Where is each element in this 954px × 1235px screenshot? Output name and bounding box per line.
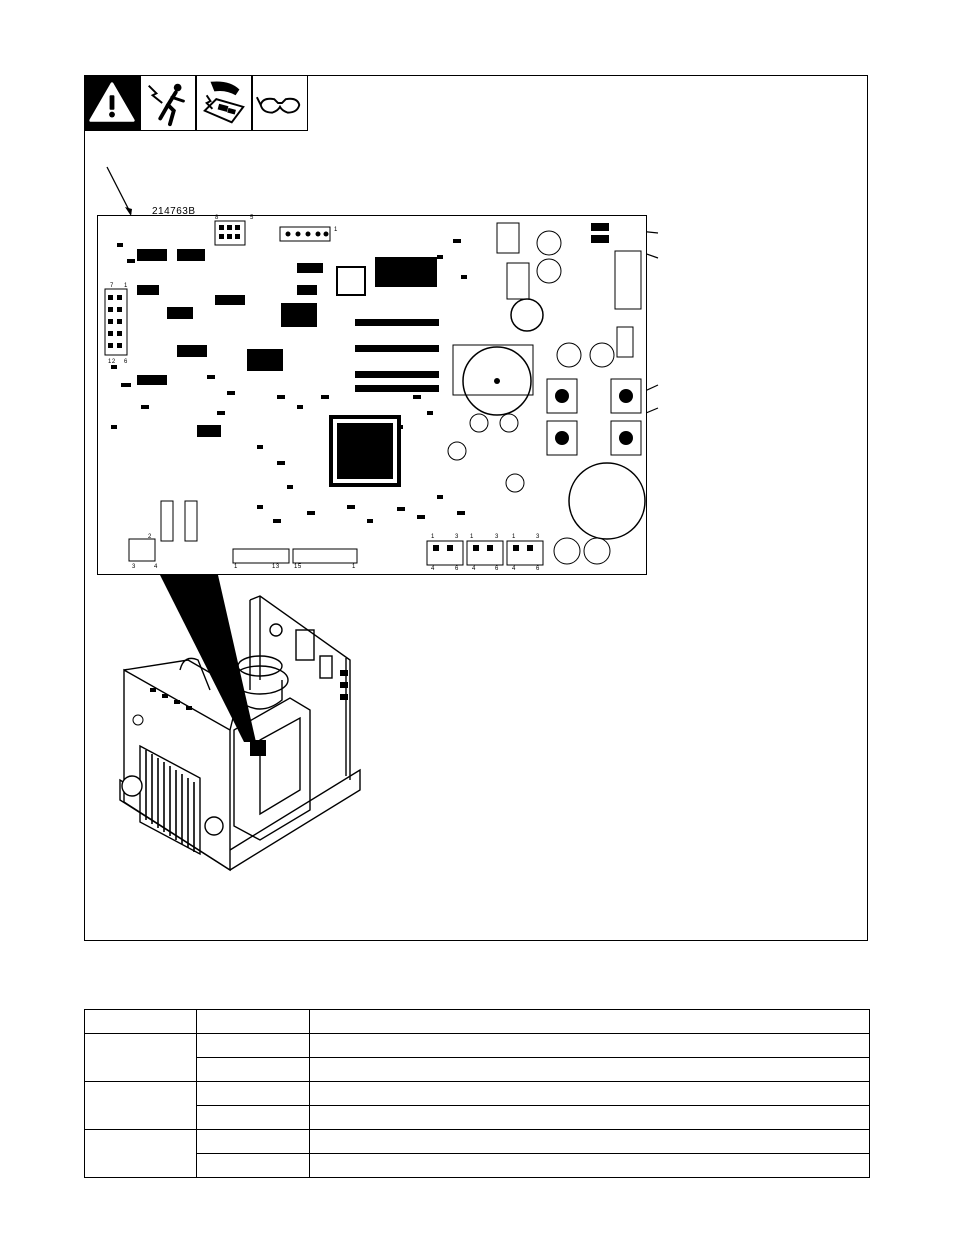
table-row [85,1034,870,1058]
table-row [85,1010,870,1034]
j7-pin-label: 6 [124,359,128,365]
table-cell [197,1010,310,1034]
table-row [85,1106,870,1130]
table-cell [197,1154,310,1178]
board-part-number: 214763B [152,206,196,217]
j1-pin-label: 5 [250,215,254,221]
conn-pin-label: 1 [512,534,516,540]
conn-pin-label: 3 [495,534,499,540]
conn-pin-label: 1 [470,534,474,540]
table-cell [85,1010,197,1034]
j12-pin-label: 15 [294,564,302,570]
table-cell [310,1082,870,1106]
table-cell [310,1034,870,1058]
j1-pin-label: 8 [215,215,219,221]
warning-triangle-icon [84,75,140,131]
j7-pin-label: 12 [108,359,116,365]
j9-pin-label: 1 [234,564,238,570]
conn-pin-label: 4 [512,566,516,572]
j2-label: 2 [148,534,152,540]
conn-pin-label: 6 [455,566,459,572]
conn-pin-label: 3 [455,534,459,540]
conn-pin-label: 4 [472,566,476,572]
table-cell [310,1130,870,1154]
conn-pin-label: 4 [431,566,435,572]
table-cell [197,1058,310,1082]
table-cell [310,1154,870,1178]
j6-pin-label: 3 [132,564,136,570]
conn-pin-label: 6 [536,566,540,572]
table-row [85,1130,870,1154]
table-cell [197,1130,310,1154]
conn-pin-label: 6 [495,566,499,572]
table-cell [197,1106,310,1130]
j12-pin-label: 1 [352,564,356,570]
static-sensitive-icon [196,75,252,131]
control-board-diagram [97,215,647,575]
table-cell [197,1034,310,1058]
table-cell [310,1058,870,1082]
electric-shock-icon [140,75,196,131]
table-row [85,1058,870,1082]
table-cell [310,1106,870,1130]
table-row [85,1154,870,1178]
parts-table [84,1009,870,1178]
table-cell [85,1034,197,1082]
machine-cutaway-illustration [110,570,370,890]
j7-pin-label: 1 [124,283,128,289]
j7-pin-label: 7 [110,283,114,289]
table-cell [85,1082,197,1130]
table-row [85,1082,870,1106]
j3-pin-label: 1 [334,227,338,233]
table-cell [85,1130,197,1178]
safety-glasses-icon [252,75,308,131]
table-cell [310,1010,870,1034]
conn-pin-label: 3 [536,534,540,540]
j9-pin-label: 13 [272,564,280,570]
conn-pin-label: 1 [431,534,435,540]
j6-pin-label: 4 [154,564,158,570]
table-cell [197,1082,310,1106]
